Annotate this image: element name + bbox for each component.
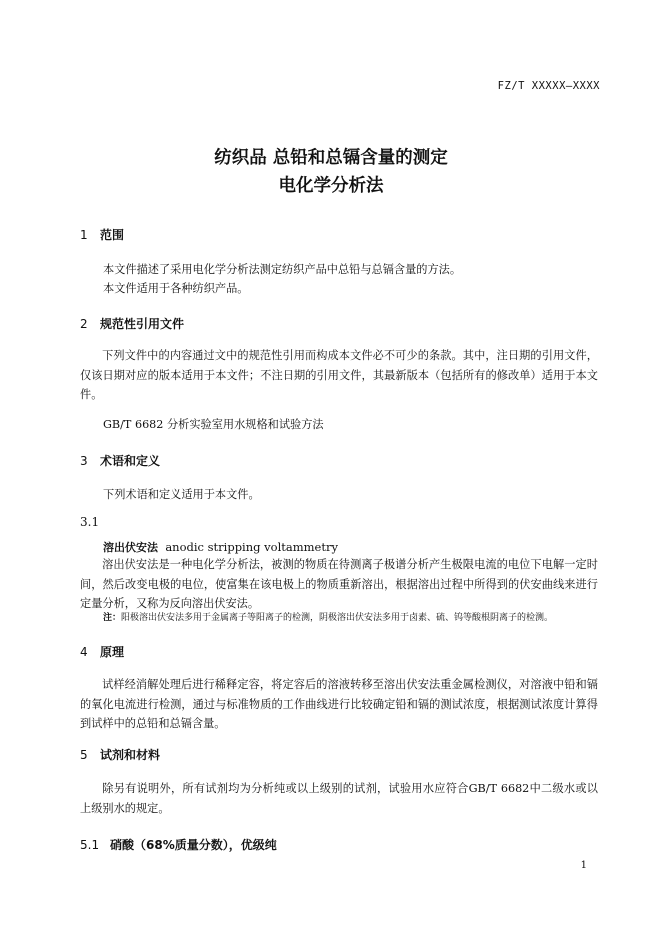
term-chinese: 溶出伏安法 xyxy=(103,541,158,554)
section-4-paragraph: 试样经消解处理后进行稀释定容，将定容后的溶液转移至溶出伏安法重金属检测仪，对溶液中铅和镉的氧化电流进行检测，通过与标准物质的工作曲线进行比较确定铅和镉的测试浓度，根据测试浓度计算得到试样中的总铅和总镉含量。 xyxy=(80,678,598,730)
section-5-heading xyxy=(80,746,160,763)
note-text: 阳极溶出伏安法多用于金属离子等阳离子的检测，阴极溶出伏安法多用于卤素、硫、钨等酸根阴离子的检测。 xyxy=(121,613,554,623)
section-3-heading xyxy=(80,452,160,469)
section-title: 术语和定义 xyxy=(100,454,161,468)
section-1-paragraph-1: 本文件描述了采用电化学分析法测定纺织产品中总铅与总镉含量的方法。 xyxy=(103,263,462,276)
section-title: 规范性引用文件 xyxy=(100,317,185,331)
subsection-title: 硝酸（68%质量分数），优级纯 xyxy=(110,838,277,852)
section-1-paragraph-2: 本文件适用于各种纺织产品。 xyxy=(103,282,249,295)
section-1-heading xyxy=(80,226,124,243)
term-definition: 溶出伏安法是一种电化学分析法，被测的物质在待测离子极谱分析产生极限电流的电位下电解一定时间，然后改变电极的电位，使富集在该电极上的物质重新溶出，根据溶出过程中所得到的伏安曲线来进行定量分析，又称为反向溶出伏安法。 xyxy=(80,558,598,610)
section-title: 范围 xyxy=(100,228,125,242)
section-title: 试剂和材料 xyxy=(100,748,161,762)
term-entry xyxy=(103,539,338,555)
term-note xyxy=(103,610,553,623)
section-number: 3 xyxy=(80,454,88,468)
subsection-number: 5.1 xyxy=(80,838,100,852)
section-title: 原理 xyxy=(100,645,125,659)
page-number: 1 xyxy=(580,860,587,871)
document-subtitle: 电化学分析法 xyxy=(278,176,384,196)
term-number: 3.1 xyxy=(80,515,100,529)
section-3-paragraph: 下列术语和定义适用于本文件。 xyxy=(103,488,260,501)
note-label: 注： xyxy=(103,613,122,623)
section-number: 5 xyxy=(80,748,88,762)
section-2-heading xyxy=(80,315,184,332)
section-number: 4 xyxy=(80,645,88,659)
normative-reference: GB/T 6682 分析实验室用水规格和试验方法 xyxy=(103,418,324,431)
section-2-paragraph: 下列文件中的内容通过文中的规范性引用而构成本文件必不可少的条款。其中，注日期的引用文件，仅该日期对应的版本适用于本文件；不注日期的引用文件，其最新版本（包括所有的修改单）适用于本文件。 xyxy=(80,349,598,401)
section-5-paragraph: 除另有说明外，所有试剂均为分析纯或以上级别的试剂，试验用水应符合GB/T 6682中二级水或以上级别水的规定。 xyxy=(80,782,598,815)
subsection-5-1-heading xyxy=(80,836,277,853)
section-number: 1 xyxy=(80,228,88,242)
section-4-heading xyxy=(80,643,124,660)
section-number: 2 xyxy=(80,317,88,331)
document-code: FZ/T XXXXX—XXXX xyxy=(497,80,600,92)
document-title: 纺织品 总铅和总镉含量的测定 xyxy=(214,148,448,168)
term-english: anodic stripping voltammetry xyxy=(165,540,338,554)
